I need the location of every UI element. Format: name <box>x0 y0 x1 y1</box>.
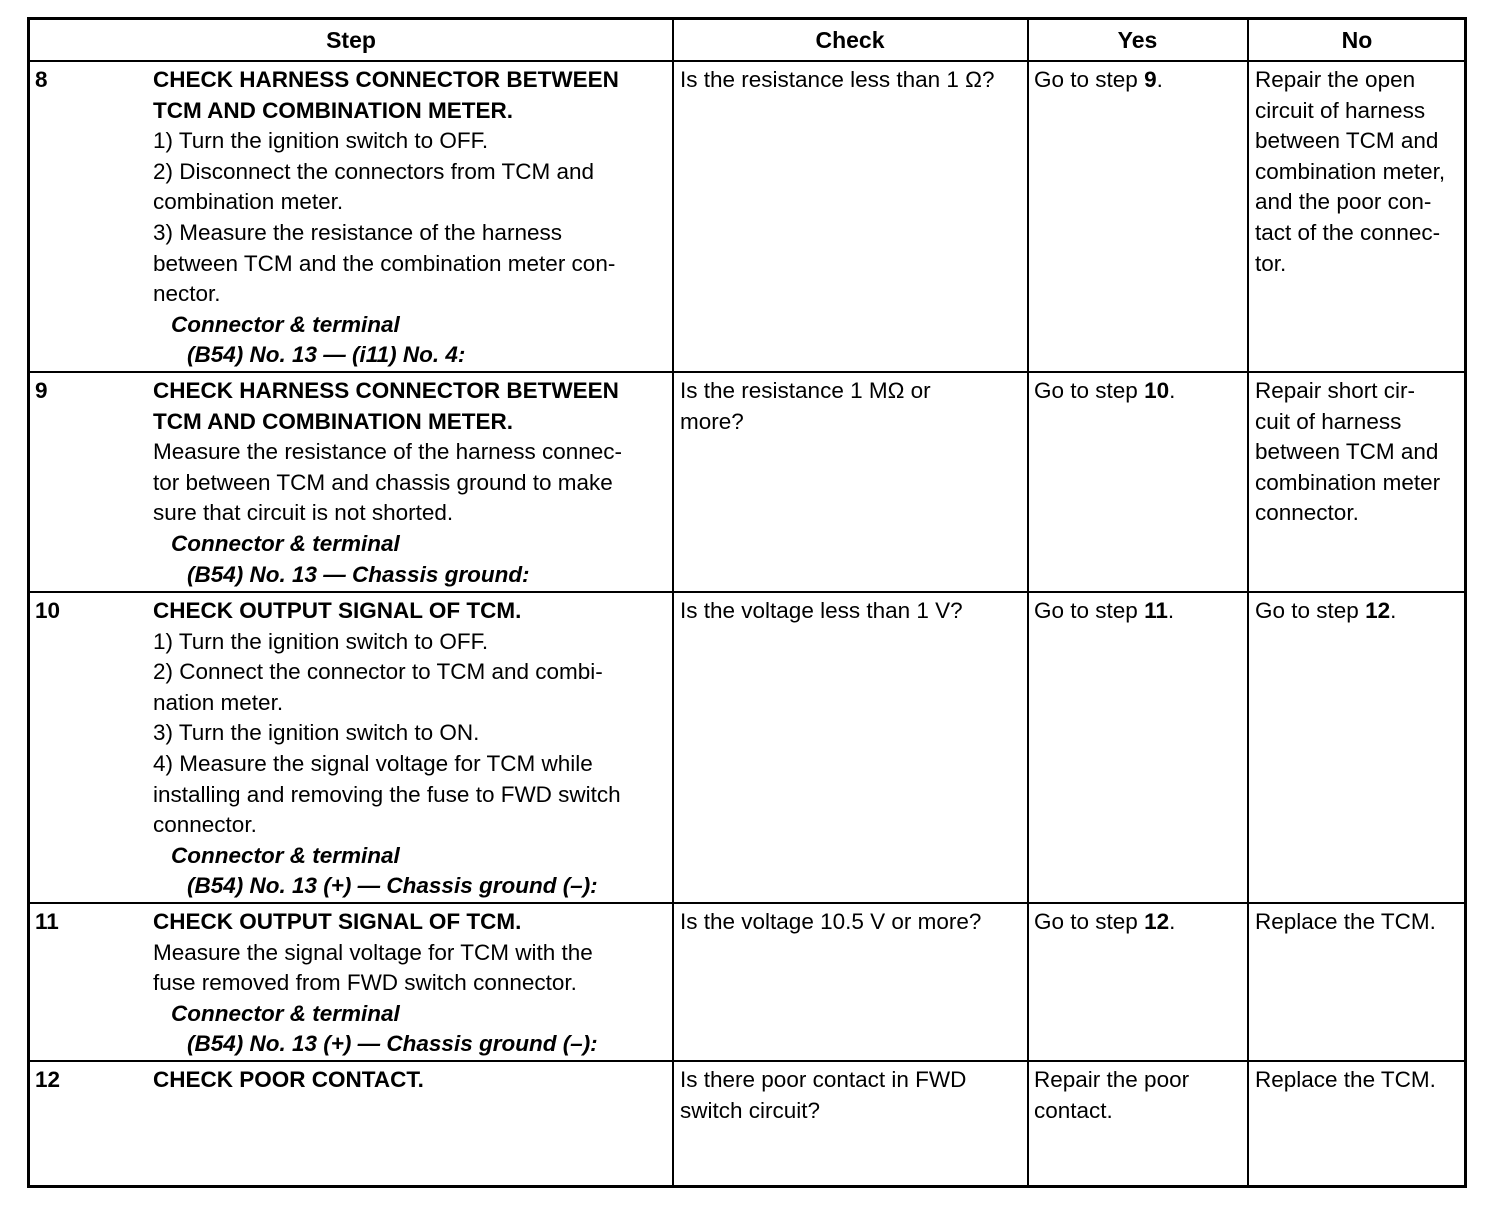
no-cell <box>1255 1062 1465 1096</box>
no-text: Replace the TCM. <box>1255 1067 1436 1092</box>
connector-label: Connector & terminal <box>171 1000 400 1026</box>
step-title: TCM AND COMBINATION METER. <box>153 408 513 434</box>
no-text: and the poor con- <box>1255 189 1432 215</box>
step-description <box>153 904 673 1060</box>
step-text: Measure the resistance of the harness connec- <box>153 439 623 465</box>
yes-tail: . <box>1167 598 1175 623</box>
check-text: Is the voltage 10.5 V or more? <box>680 909 982 934</box>
step-title: CHECK POOR CONTACT. <box>153 1067 424 1092</box>
yes-step-ref: 11 <box>1144 598 1168 623</box>
no-text: Repair short cir- <box>1255 378 1416 403</box>
yes-text: contact. <box>1034 1097 1113 1123</box>
check-cell <box>680 593 1025 627</box>
header-yes: Yes <box>1117 26 1158 53</box>
step-description <box>153 62 673 371</box>
check-text: more? <box>680 408 744 434</box>
yes-text: Go to step <box>1034 598 1145 623</box>
check-cell <box>680 373 1025 437</box>
no-cell <box>1255 373 1465 529</box>
step-text: sure that circuit is not shorted. <box>153 500 454 526</box>
connector-label: Connector & terminal <box>171 530 400 556</box>
no-step-ref: 12 <box>1365 598 1391 623</box>
yes-text: Go to step <box>1034 909 1145 934</box>
step-text: between TCM and the combination meter con- <box>153 250 616 276</box>
no-text: combination meter <box>1255 469 1441 495</box>
step-text: combination meter. <box>153 189 344 215</box>
yes-step-ref: 10 <box>1144 378 1170 403</box>
column-divider <box>1247 20 1249 1185</box>
step-text: tor between TCM and chassis ground to make <box>153 469 613 495</box>
step-text: connector. <box>153 812 257 838</box>
yes-text: Repair the poor <box>1034 1067 1190 1092</box>
no-text: connector. <box>1255 500 1359 526</box>
step-title: TCM AND COMBINATION METER. <box>153 97 513 123</box>
connector-terminal: (B54) No. 13 (+) — Chassis ground (–): <box>187 1031 598 1057</box>
no-text: between TCM and <box>1255 128 1439 154</box>
step-title: CHECK OUTPUT SIGNAL OF TCM. <box>153 598 522 623</box>
no-cell <box>1255 904 1465 938</box>
step-text: 1) Turn the ignition switch to OFF. <box>153 128 489 154</box>
check-text: Is the voltage less than 1 V? <box>680 598 963 623</box>
step-title: CHECK HARNESS CONNECTOR BETWEEN <box>153 67 619 92</box>
step-number: 12 <box>35 1067 61 1092</box>
no-text: Repair the open <box>1255 67 1416 92</box>
connector-terminal: (B54) No. 13 — Chassis ground: <box>187 561 530 587</box>
column-divider <box>1027 20 1029 1185</box>
step-text: 4) Measure the signal voltage for TCM while <box>153 750 593 776</box>
yes-cell <box>1034 373 1244 407</box>
connector-label: Connector & terminal <box>171 842 400 868</box>
check-text: Is the resistance less than 1 Ω? <box>680 67 995 92</box>
connector-terminal: (B54) No. 13 (+) — Chassis ground (–): <box>187 873 598 899</box>
yes-step-ref: 9 <box>1144 67 1157 92</box>
no-text: Replace the TCM. <box>1255 909 1436 934</box>
no-cell <box>1255 62 1465 279</box>
no-text: between TCM and <box>1255 439 1439 465</box>
yes-tail: . <box>1169 378 1176 403</box>
step-text: 2) Connect the connector to TCM and combi- <box>153 659 603 685</box>
no-text: cuit of harness <box>1255 408 1402 434</box>
step-text: installing and removing the fuse to FWD switch <box>153 781 621 807</box>
check-text: Is there poor contact in FWD <box>680 1067 967 1092</box>
step-title: CHECK HARNESS CONNECTOR BETWEEN <box>153 378 619 403</box>
step-number: 8 <box>35 67 48 92</box>
check-text: switch circuit? <box>680 1097 821 1123</box>
step-text: 3) Measure the resistance of the harness <box>153 219 562 245</box>
yes-cell <box>1034 904 1244 938</box>
no-tail: . <box>1390 598 1397 623</box>
header-check: Check <box>815 26 885 53</box>
yes-cell <box>1034 62 1244 96</box>
no-text: circuit of harness <box>1255 97 1426 123</box>
no-text: tact of the connec- <box>1255 219 1441 245</box>
yes-step-ref: 12 <box>1144 909 1170 934</box>
yes-text: Go to step <box>1034 378 1145 403</box>
yes-cell <box>1034 1062 1244 1126</box>
step-title: CHECK OUTPUT SIGNAL OF TCM. <box>153 909 522 934</box>
connector-terminal: (B54) No. 13 — (i11) No. 4: <box>187 342 466 368</box>
check-cell <box>680 1062 1025 1126</box>
check-cell <box>680 62 1025 96</box>
no-text: tor. <box>1255 250 1287 276</box>
no-text: combination meter, <box>1255 158 1446 184</box>
check-cell <box>680 904 1025 938</box>
step-text: nector. <box>153 281 221 307</box>
yes-tail: . <box>1169 909 1176 934</box>
diagnostic-table <box>27 17 1467 1188</box>
check-text: Is the resistance 1 MΩ or <box>680 378 931 403</box>
step-text: nation meter. <box>153 689 284 715</box>
no-cell <box>1255 593 1465 627</box>
header-step: Step <box>326 26 376 53</box>
step-text: fuse removed from FWD switch connector. <box>153 970 577 996</box>
step-text: 1) Turn the ignition switch to OFF. <box>153 628 489 654</box>
connector-label: Connector & terminal <box>171 311 400 337</box>
step-description <box>153 373 673 590</box>
header-no: No <box>1341 26 1373 53</box>
yes-cell <box>1034 593 1244 627</box>
step-number: 10 <box>35 598 61 623</box>
step-text: 2) Disconnect the connectors from TCM and <box>153 158 595 184</box>
step-description <box>153 593 673 902</box>
yes-tail: . <box>1156 67 1163 92</box>
step-text: 3) Turn the ignition switch to ON. <box>153 720 480 746</box>
step-number: 11 <box>35 909 59 934</box>
column-divider <box>672 20 674 1185</box>
yes-text: Go to step <box>1034 67 1145 92</box>
step-text: Measure the signal voltage for TCM with the <box>153 939 593 965</box>
step-description <box>153 1062 673 1096</box>
step-number: 9 <box>35 378 48 403</box>
no-text: Go to step <box>1255 598 1366 623</box>
